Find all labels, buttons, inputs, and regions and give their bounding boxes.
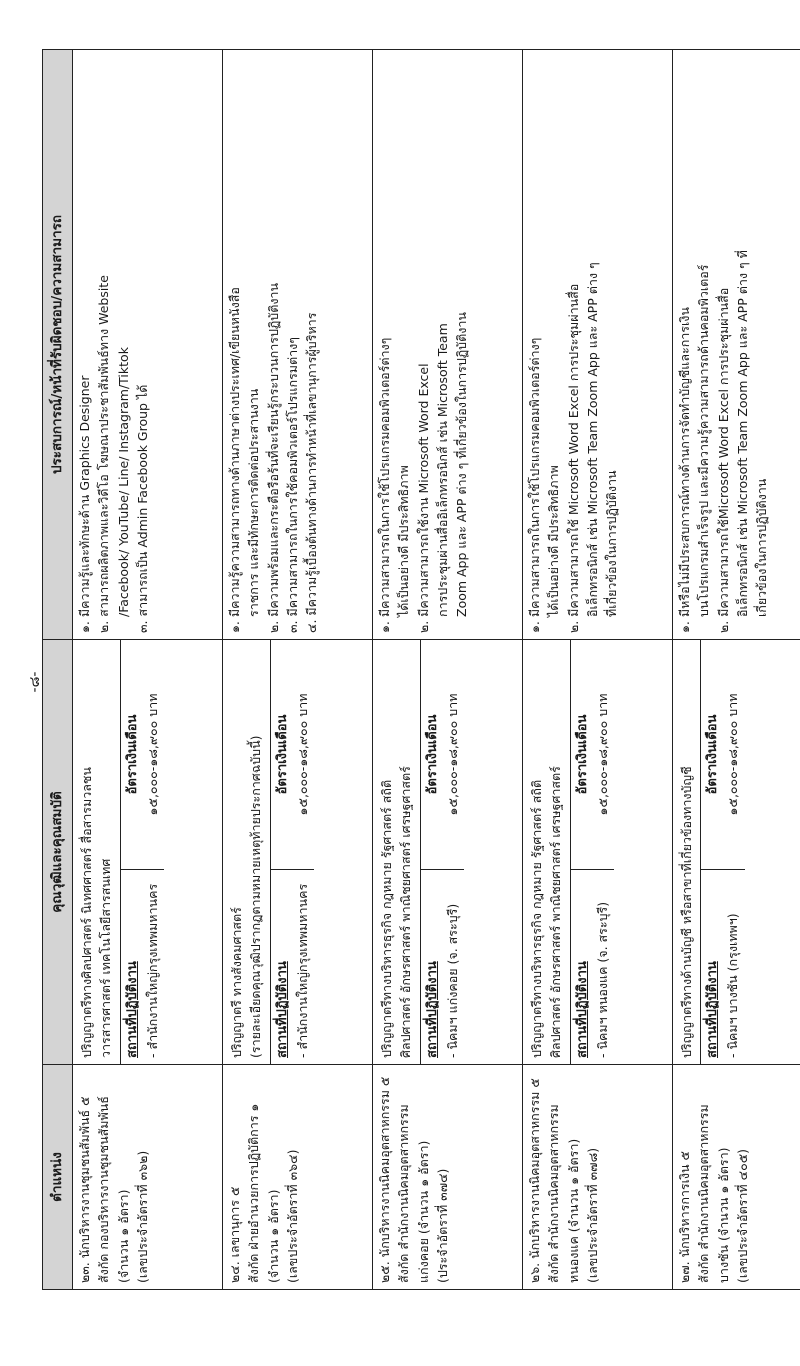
experience-line: ๑. มีความสามารถในการใช้โปรแกรมคอมพิวเตอร์ต่างๆ: [376, 337, 392, 633]
position-cell: [372, 1065, 522, 1290]
salary-box: [571, 640, 615, 869]
position-line: สังกัด ฝ่ายอำนวยการปฏิบัติการ ๑: [246, 1103, 262, 1283]
position-line: ๒๖. นักบริหารงานนิคมอุตสาหกรรม ๕: [526, 1078, 542, 1283]
experience-line: Zoom App และ APP ต่าง ๆ ที่เกี่ยวข้องในการปฏิบัติงาน: [454, 312, 470, 617]
experience-line: ๒. มีความสามารถใช้งาน Microsoft Word Excel: [415, 363, 431, 633]
position-cell: [222, 1065, 372, 1290]
position-line: สังกัด กองบริหารงานชุมชนสัมพันธ์: [96, 1096, 112, 1283]
qualification-line: ปริญญาตรีทางด้านบัญชี หรือสาขาที่เกี่ยวข้องทางบัญชี: [678, 766, 694, 1058]
workplace-value: - นิคมฯ แก่งคอย (จ. สระบุรี): [444, 903, 460, 1058]
workplace-heading: สถานที่ปฏิบัติงาน: [705, 961, 721, 1058]
position-line: บางชัน (จำนวน ๑ อัตรา): [715, 1147, 731, 1283]
salary-value: ๑๕,๐๐๐-๑๘,๙๐๐ บาท: [144, 693, 160, 816]
table-row: [522, 50, 672, 1290]
table-row: [72, 50, 222, 1290]
experience-line: ๓. สามารถเป็น Admin Facebook Group ได้: [135, 384, 151, 633]
position-line: สังกัด สำนักงานนิคมอุตสาหกรรม: [546, 1104, 562, 1283]
position-cell: [672, 1065, 800, 1290]
workplace-value: - นิคมฯ บางชัน (กรุงเทพฯ): [725, 913, 741, 1058]
position-line: (จำนวน ๑ อัตรา): [115, 1189, 131, 1283]
experience-line: อิเล็กทรอนิกส์ เช่น Microsoft Team Zoom App และ APP ต่าง ๆ ที่: [735, 250, 751, 617]
salary-box: [701, 640, 745, 869]
qualification-cell: [522, 640, 672, 1065]
salary-heading: อัตราเงินเดือน: [124, 714, 140, 795]
workplace-value: - สำนักงานใหญ่กรุงเทพมหานคร: [294, 883, 310, 1058]
workplace-heading: สถานที่ปฏิบัติงาน: [274, 961, 290, 1058]
salary-value: ๑๕,๐๐๐-๑๘,๙๐๐ บาท: [294, 693, 310, 816]
experience-line: ๑. มีความรู้และทักษะด้าน Graphics Designer: [76, 375, 92, 633]
qualification-line: ปริญญาตรีทางศิลปศาสตร์ นิเทศศาสตร์ สื่อสารมวลชน: [78, 767, 94, 1058]
experience-cell: [222, 50, 372, 640]
table-row: [372, 50, 522, 1290]
salary-heading: อัตราเงินเดือน: [574, 714, 590, 795]
position-line: หนองแค (จำนวน ๑ อัตรา): [565, 1138, 581, 1283]
qualification-cell: [372, 640, 522, 1065]
salary-value: ๑๕,๐๐๐-๑๘,๙๐๐ บาท: [444, 693, 460, 816]
salary-heading: อัตราเงินเดือน: [274, 714, 290, 795]
position-line: แก่งคอย (จำนวน ๑ อัตรา): [415, 1140, 431, 1283]
position-line: ๒๔. เลขานุการ ๕: [226, 1186, 242, 1283]
qualification-line: ศิลปศาสตร์ อักษรศาสตร์ พาณิชยศาสตร์ เศรษฐศาสตร์: [398, 766, 414, 1058]
position-line: (เลขประจำอัตราที่ ๔๐๕): [735, 1148, 751, 1283]
workplace-box: [121, 869, 165, 1064]
experience-line: บนโปรแกรมสำเร็จรูป และมีความรู้ความสามารถด้านคอมพิวเตอร์: [696, 264, 712, 617]
salary-heading: อัตราเงินเดือน: [424, 714, 440, 795]
experience-line: ได้เป็นอย่างดี มีประสิทธิภาพ: [546, 465, 562, 617]
position-cell: [522, 1065, 672, 1290]
position-line: ๒๗. นักบริหารการเงิน ๕: [676, 1151, 692, 1283]
position-line: (เลขประจำอัตราที่ ๓๖๒): [135, 1150, 151, 1283]
qualification-cell: [672, 640, 800, 1065]
salary-value: ๑๕,๐๐๐-๑๘,๙๐๐ บาท: [594, 693, 610, 816]
experience-line: เกี่ยวข้องในการปฏิบัติงาน: [754, 478, 770, 617]
experience-line: ๑. มีความรู้ความสามารถทางด้านภาษาต่างประเทศ/เขียนหนังสือ: [226, 287, 242, 633]
qualification-line: (รายละเอียดคุณวุฒิปรากฏตามหมายเหตุท้ายประกาศฉบับนี้): [248, 735, 264, 1058]
salary-heading: อัตราเงินเดือน: [705, 714, 721, 795]
salary-box: [121, 640, 165, 869]
qualification-line: ศิลปศาสตร์ อักษรศาสตร์ พาณิชยศาสตร์ เศรษฐศาสตร์: [548, 766, 564, 1058]
experience-line: อิเล็กทรอนิกส์ เช่น Microsoft Team Zoom App และ APP ต่าง ๆ: [585, 262, 601, 617]
workplace-box: [701, 869, 745, 1064]
experience-cell: [522, 50, 672, 640]
experience-line: ได้เป็นอย่างดี มีประสิทธิภาพ: [396, 465, 412, 617]
experience-line: การประชุมผ่านสื่ออิเล็กทรอนิกส์ เช่น Microsoft Team: [435, 323, 451, 617]
table-row: [222, 50, 372, 1290]
workplace-heading: สถานที่ปฏิบัติงาน: [574, 961, 590, 1058]
experience-line: ๑. มีความสามารถในการใช้โปรแกรมคอมพิวเตอร์ต่างๆ: [526, 337, 542, 633]
position-line: ๒๕. นักบริหารงานนิคมอุตสาหกรรม ๕: [376, 1076, 392, 1283]
header-qualification: คุณวุฒิและคุณสมบัติ: [43, 640, 73, 1065]
workplace-heading: สถานที่ปฏิบัติงาน: [124, 961, 140, 1058]
workplace-value: - นิคมฯ หนองแค (จ. สระบุรี): [594, 901, 610, 1058]
experience-cell: [372, 50, 522, 640]
position-cell: [72, 1065, 222, 1290]
workplace-box: [271, 869, 315, 1064]
position-line: (เลขประจำอัตราที่ ๓๖๔): [285, 1149, 301, 1283]
qualification-cell: [72, 640, 222, 1065]
position-line: (จำนวน ๑ อัตรา): [265, 1189, 281, 1283]
experience-line: ราชการ และมีทักษะการติดต่อประสานงาน: [246, 388, 262, 617]
salary-box: [421, 640, 465, 869]
position-line: ๒๓. นักบริหารงานชุมชนสัมพันธ์ ๕: [76, 1096, 92, 1283]
header-position: ตำแหน่ง: [43, 1065, 73, 1290]
table-header-row: [43, 50, 73, 1290]
positions-table: [42, 49, 800, 1290]
experience-line: ๒. มีความสามารถใช้Microsoft Word Excel การประชุมผ่านสื่อ: [715, 287, 731, 633]
experience-line: ๔. มีความรู้เบื้องต้นทางด้านการทำหน้าที่เลขานุการผู้บริหาร: [304, 312, 320, 633]
workplace-box: [571, 869, 615, 1064]
experience-line: /Facebook/ YouTube/ Line/ Instagram/Tiktok: [115, 347, 131, 617]
header-experience: ประสบการณ์/หน้าที่รับผิดชอบ/ความสามารถ: [43, 50, 73, 640]
experience-line: ๑. มีหรือไม่มีประสบการณ์ทางด้านการจัดทำบัญชีและการเงิน: [676, 307, 692, 633]
experience-line: ที่เกี่ยวข้องในการปฏิบัติงาน: [604, 470, 620, 617]
experience-line: ๒. สามารถผลิตภาพและวิดีโอ โฆษณาประชาสัมพันธ์ทาง Website: [96, 275, 112, 633]
experience-line: ๒. มีความพร้อมและกระตือรือร้นที่จะเรียนรู้กระบวนการปฏิบัติงาน: [265, 283, 281, 633]
workplace-value: - สำนักงานใหญ่กรุงเทพมหานคร: [144, 883, 160, 1058]
workplace-heading: สถานที่ปฏิบัติงาน: [424, 961, 440, 1058]
qualification-line: ปริญญาตรี ทางสังคมศาสตร์: [228, 907, 244, 1058]
experience-line: ๓. มีความสามารถในการใช้คอมพิวเตอร์โปรแกรมต่างๆ: [285, 337, 301, 633]
qualification-cell: [222, 640, 372, 1065]
experience-line: ๒. มีความสามารถใช้ Microsoft Word Excel การประชุมผ่านสื่อ: [565, 283, 581, 633]
position-line: (ประจำอัตราที่ ๓๗๔): [435, 1168, 451, 1283]
salary-value: ๑๕,๐๐๐-๑๘,๙๐๐ บาท: [725, 693, 741, 816]
qualification-line: วารสารศาสตร์ เทคโนโลยีสารสนเทศ: [98, 858, 114, 1058]
qualification-line: ปริญญาตรีทางบริหารธุรกิจ กฎหมาย รัฐศาสตร์ สถิติ: [378, 779, 394, 1058]
experience-cell: [72, 50, 222, 640]
position-line: สังกัด สำนักงานนิคมอุตสาหกรรม: [696, 1104, 712, 1283]
page-number: -๘-: [27, 671, 43, 693]
salary-box: [271, 640, 315, 869]
table-row: [672, 50, 800, 1290]
qualification-line: ปริญญาตรีทางบริหารธุรกิจ กฎหมาย รัฐศาสตร์ สถิติ: [528, 779, 544, 1058]
workplace-box: [421, 869, 465, 1064]
position-line: (เลขประจำอัตราที่ ๓๗๘): [585, 1147, 601, 1283]
position-line: สังกัด สำนักงานนิคมอุตสาหกรรม: [396, 1104, 412, 1283]
experience-cell: [672, 50, 800, 640]
